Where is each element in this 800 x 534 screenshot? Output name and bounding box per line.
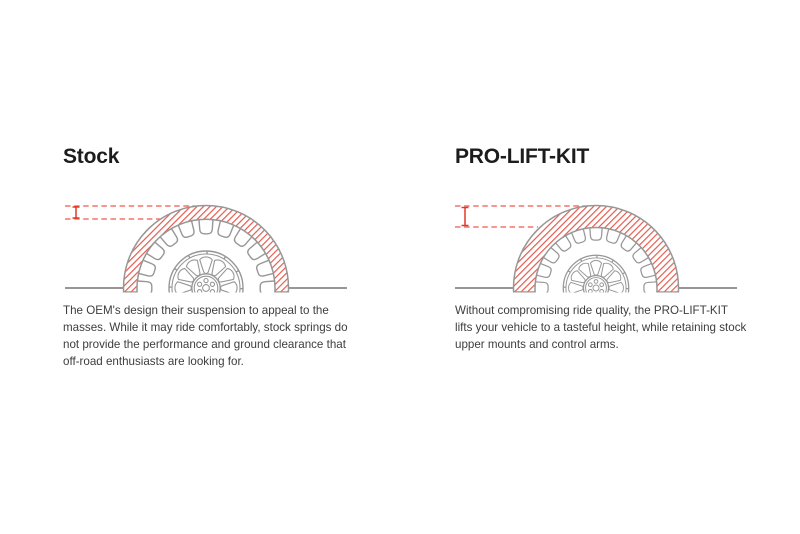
stock-description: The OEM's design their suspension to appeal to the masses. While it may ride comfortably, stock springs do not provide the performance and ground clearance that off-road enthusiasts are looking for. <box>63 304 348 368</box>
gap-dimension-arrow <box>73 207 80 218</box>
stock-title: Stock <box>63 145 120 168</box>
gap-dimension-arrow <box>462 208 469 226</box>
pro-lift-kit-wheel-arch-diagram <box>435 195 775 300</box>
pro-lift-kit-description: Without compromising ride quality, the PRO-LIFT-KIT lifts your vehicle to a tasteful height, while retaining stock upper mounts and control arms. <box>455 304 747 351</box>
pro-lift-kit-title: PRO-LIFT-KIT <box>455 145 590 168</box>
stock-wheel-arch-diagram <box>45 195 385 300</box>
